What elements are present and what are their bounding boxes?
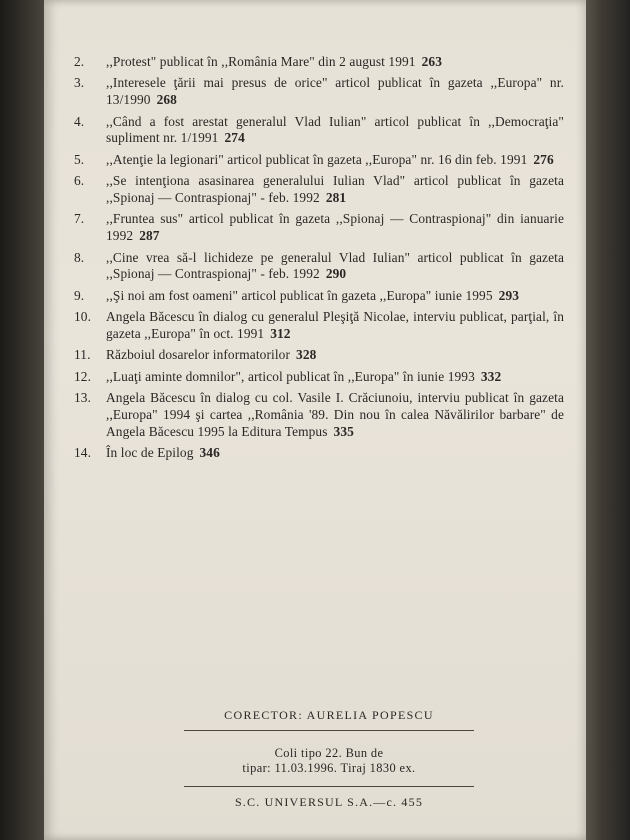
toc-item-number: 6.: [74, 173, 85, 189]
toc-item-number: 13.: [74, 390, 92, 406]
toc-item-9: [74, 288, 564, 305]
toc-item-12: [74, 369, 564, 386]
colophon-divider-top: [184, 730, 474, 731]
toc-item-page: 328: [296, 347, 317, 363]
toc-item-page: 276: [533, 151, 554, 167]
toc-item-page: 281: [325, 189, 347, 205]
toc-item-7: [74, 211, 564, 245]
toc-item-page: 263: [421, 54, 442, 69]
toc-item-number: 12.: [74, 368, 92, 384]
toc-item-page: 290: [325, 266, 347, 282]
toc-item-number: 10.: [74, 309, 92, 325]
toc-item-number: 8.: [74, 249, 85, 265]
toc-item-11: [74, 347, 564, 364]
toc-item-6: [74, 173, 564, 207]
toc-item-page: 332: [480, 368, 502, 384]
toc-item-title: ,,Protest" publicat în ,,România Mare" din 2 august 1991: [106, 54, 416, 69]
toc-item-number: 2.: [74, 54, 85, 69]
toc-item-title: ,,Fruntea sus" articol publicat în gazeta ,,Spionaj — Contraspionaj" din ianuarie 1992: [106, 211, 564, 244]
toc-item-title: În loc de Epilog: [106, 445, 194, 461]
toc-item-page: 346: [199, 445, 220, 461]
background-right: [584, 0, 630, 840]
toc-item-14: [74, 445, 564, 462]
print-details-line-2: tipar: 11.03.1996. Tiraj 1830 ex.: [242, 761, 416, 775]
toc-item-10: [74, 309, 564, 343]
toc-item-number: 9.: [74, 287, 85, 303]
toc-item-title: ,,Cine vrea să-l lichideze pe generalul Vlad Iulian" articol publicat în gazeta ,,Spionaj — Contraspionaj" - feb. 1992: [106, 249, 564, 282]
toc-item-page: 287: [139, 228, 160, 244]
toc-item-number: 14.: [74, 445, 92, 461]
toc-item-4: [74, 114, 564, 148]
print-details-line-1: Coli tipo 22. Bun de: [274, 746, 384, 760]
toc-item-5: [74, 152, 564, 169]
toc-item-title: ,,Luaţi aminte domnilor", articol publicat în ,,Europa" în iunie 1993: [106, 368, 475, 384]
toc-item-3: [74, 75, 564, 109]
publisher-line: S.C. UNIVERSUL S.A.—c. 455: [234, 795, 424, 809]
toc-item-page: 312: [270, 325, 291, 341]
toc-item-title: ,,Când a fost arestat generalul Vlad Iulian" articol publicat în ,,Democraţia" supliment nr. 1/1991: [106, 113, 564, 146]
background-left: [0, 0, 44, 840]
toc-item-2: [74, 54, 564, 71]
toc-item-title: Războiul dosarelor informatorilor: [106, 347, 291, 363]
toc-item-number: 4.: [74, 113, 85, 129]
toc-item-number: 5.: [74, 151, 85, 167]
corector-line: CORECTOR: AURELIA POPESCU: [224, 708, 434, 722]
table-of-contents: [74, 54, 564, 466]
toc-item-page: 268: [156, 92, 177, 108]
toc-item-title: ,,Şi noi am fost oameni" articol publicat în gazeta ,,Europa" iunie 1995: [106, 287, 493, 303]
toc-item-number: 3.: [74, 75, 85, 91]
print-details: [184, 746, 474, 776]
toc-item-page: 293: [498, 287, 520, 303]
toc-item-title: Angela Băcescu în dialog cu col. Vasile I. Crăciunoiu, interviu publicat în gazeta ,,Europa" 1994 şi cartea ,,România '89. Din nou în calea Năvălirilor barbare" de Angela Băcescu 1995 la Editura Tempus: [106, 390, 564, 439]
toc-item-page: 274: [224, 130, 245, 146]
toc-item-number: 7.: [74, 211, 85, 227]
toc-item-13: [74, 390, 564, 440]
toc-item-title: Angela Băcescu în dialog cu generalul Pleşiţă Nicolae, interviu publicat, parţial, în gazeta ,,Europa" în oct. 1991: [106, 309, 564, 341]
book-page: [44, 0, 586, 840]
colophon-divider-bottom: [184, 786, 474, 787]
toc-item-title: ,,Se intenţiona asasinarea generalului Iulian Vlad" articol publicat în gazeta ,,Spionaj — Contraspionaj" - feb. 1992: [106, 173, 564, 205]
toc-item-page: 335: [333, 423, 354, 439]
toc-item-title: ,,Atenţie la legionari" articol publicat în gazeta ,,Europa" nr. 16 din feb. 1991: [106, 151, 528, 167]
toc-item-title: ,,Interesele ţării mai presus de orice" articol publicat în gazeta ,,Europa" nr. 13/1990: [106, 75, 564, 108]
toc-item-8: [74, 250, 564, 284]
toc-item-number: 11.: [74, 347, 91, 363]
